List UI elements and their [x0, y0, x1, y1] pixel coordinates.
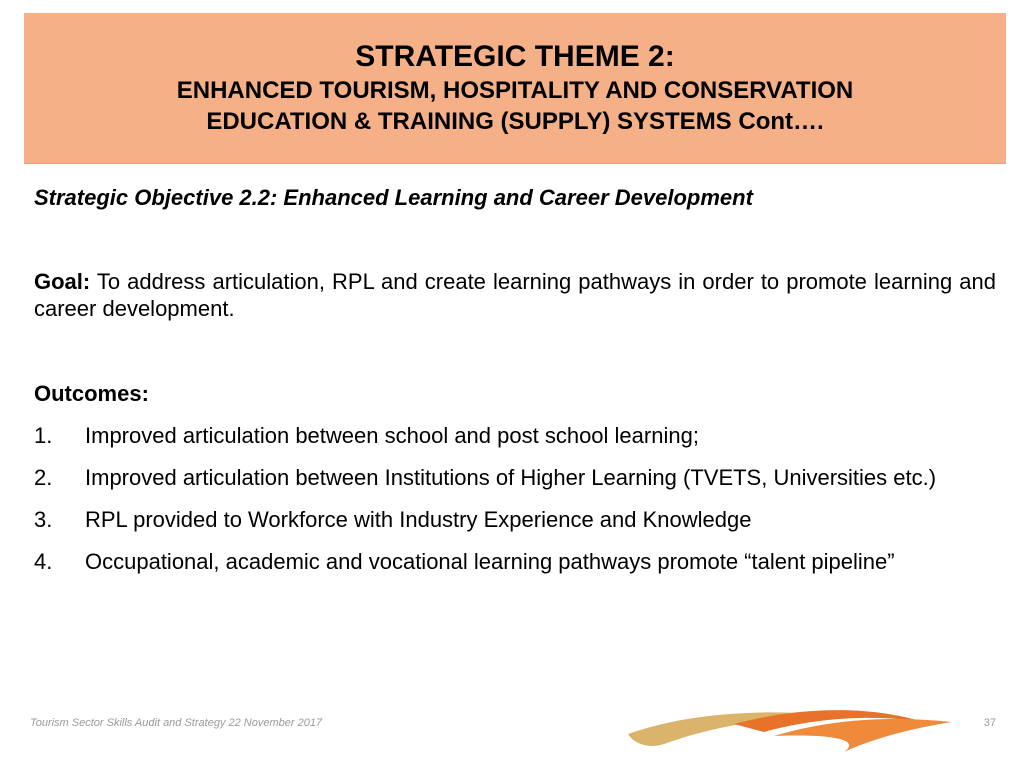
- slide-title: STRATEGIC THEME 2:: [355, 40, 675, 73]
- goal-text: To address articulation, RPL and create learning pathways in order to promote learning and career development.: [34, 269, 996, 321]
- slide-subtitle-line-2: EDUCATION & TRAINING (SUPPLY) SYSTEMS Cont….: [206, 108, 824, 135]
- outcome-item: [34, 422, 996, 449]
- outcomes-heading: Outcomes:: [34, 381, 149, 406]
- outcome-text: Improved articulation between Institutions of Higher Learning (TVETS, Universities etc.): [85, 465, 937, 490]
- goal-label: Goal:: [34, 269, 91, 294]
- footer-source: Tourism Sector Skills Audit and Strategy 22 November 2017: [30, 717, 323, 729]
- slide-title-banner: [24, 13, 1006, 164]
- swoosh-orange-band-2: [774, 719, 952, 752]
- goal-paragraph: [34, 268, 996, 322]
- outcome-item: [34, 464, 996, 491]
- swoosh-logo-icon: [624, 704, 954, 754]
- outcome-number: 4.: [34, 549, 53, 574]
- outcome-text: RPL provided to Workforce with Industry Experience and Knowledge: [85, 507, 752, 532]
- outcome-text: Occupational, academic and vocational learning pathways promote “talent pipeline”: [85, 549, 895, 574]
- outcomes-list: [34, 422, 996, 590]
- outcome-number: 1.: [34, 423, 53, 448]
- outcome-item: [34, 506, 996, 533]
- page-number: 37: [983, 717, 996, 729]
- outcome-number: 3.: [34, 507, 53, 532]
- strategic-objective: Strategic Objective 2.2: Enhanced Learning and Career Development: [34, 185, 753, 210]
- slide-subtitle-line-1: ENHANCED TOURISM, HOSPITALITY AND CONSERVATION: [176, 77, 854, 104]
- outcome-number: 2.: [34, 465, 53, 490]
- outcome-text: Improved articulation between school and post school learning;: [85, 423, 699, 448]
- outcome-item: [34, 548, 996, 575]
